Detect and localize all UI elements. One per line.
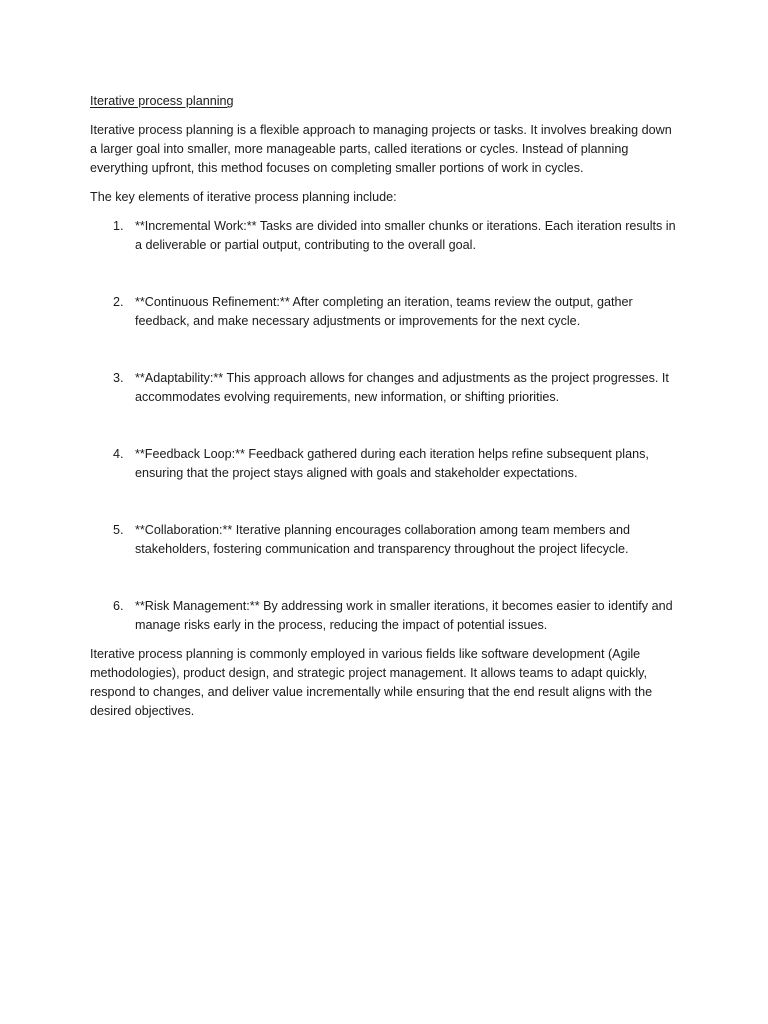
intro-paragraph: Iterative process planning is a flexible approach to managing projects or tasks. It involves breaking down a larger goal into smaller, more manageable parts, called iterations or cycles. Instead of planning everything upfront, this method focuses on completing smaller portions of work in cycles. xyxy=(90,123,672,175)
list-item xyxy=(90,521,682,559)
list-item xyxy=(90,445,682,483)
key-elements-list xyxy=(90,217,682,635)
list-item xyxy=(90,293,682,331)
closing-paragraph: Iterative process planning is commonly employed in various fields like software development (Agile methodologies), product design, and strategic project management. It allows teams to adapt quickly, respond to changes, and deliver value incrementally while ensuring that the end result aligns with the desired objectives. xyxy=(90,647,653,718)
document-page xyxy=(90,92,682,731)
list-item-text: **Feedback Loop:** Feedback gathered during each iteration helps refine subsequent plans, ensuring that the project stays aligned with goals and stakeholder expectations. xyxy=(135,447,649,480)
list-item-text: **Incremental Work:** Tasks are divided into smaller chunks or iterations. Each iteration results in a deliverable or partial output, contributing to the overall goal. xyxy=(135,219,676,252)
list-item-number: 3. xyxy=(113,371,124,385)
list-item xyxy=(90,217,682,255)
list-item-text: **Risk Management:** By addressing work in smaller iterations, it becomes easier to identify and manage risks early in the process, reducing the impact of potential issues. xyxy=(135,599,673,632)
list-item-text: **Adaptability:** This approach allows for changes and adjustments as the project progresses. It accommodates evolving requirements, new information, or shifting priorities. xyxy=(135,371,669,404)
list-item-number: 6. xyxy=(113,599,124,613)
document-title: Iterative process planning xyxy=(90,94,234,108)
list-item-number: 5. xyxy=(113,523,124,537)
list-item-number: 2. xyxy=(113,295,124,309)
list-lead-paragraph: The key elements of iterative process planning include: xyxy=(90,190,397,204)
list-item-number: 4. xyxy=(113,447,124,461)
list-item xyxy=(90,369,682,407)
list-item-text: **Collaboration:** Iterative planning encourages collaboration among team members and stakeholders, fostering communication and transparency throughout the project lifecycle. xyxy=(135,523,630,556)
list-item-text: **Continuous Refinement:** After completing an iteration, teams review the output, gather feedback, and make necessary adjustments or improvements for the next cycle. xyxy=(135,295,633,328)
list-item-number: 1. xyxy=(113,219,124,233)
list-item xyxy=(90,597,682,635)
